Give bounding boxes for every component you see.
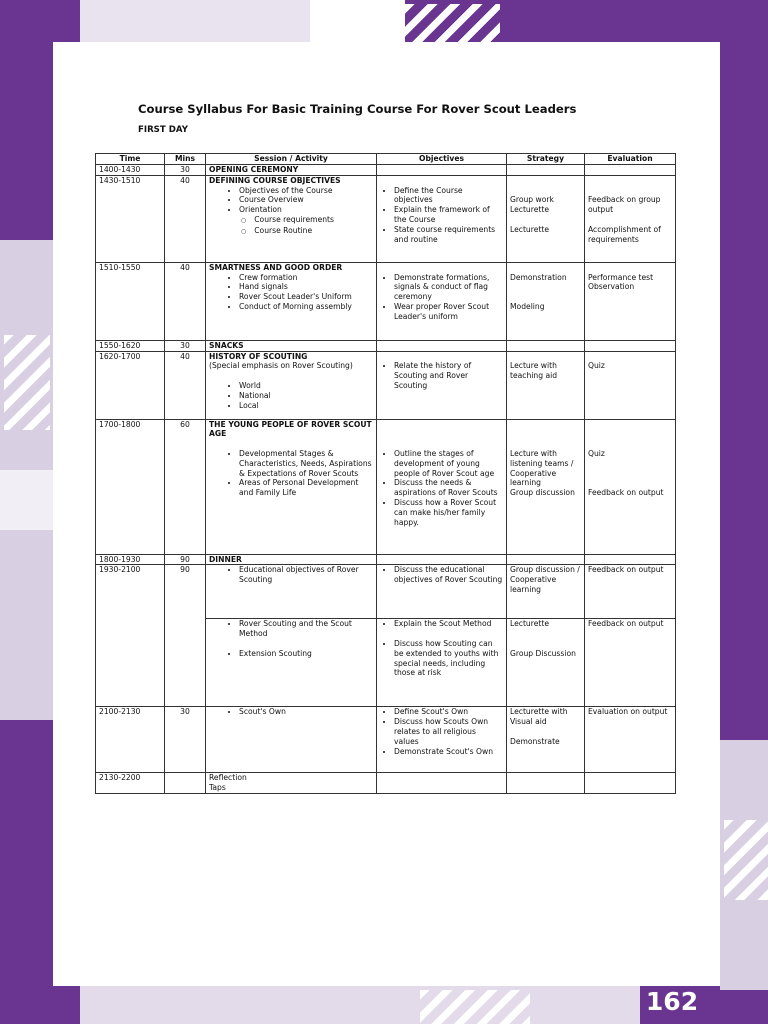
list-item: • Outline the stages of development of young people of Rover Scout age	[394, 449, 503, 478]
cell-mins: 90	[165, 554, 206, 565]
cell-objectives	[377, 351, 507, 419]
right-stripe-pattern	[724, 820, 768, 900]
cell-time: 1550-1620	[96, 340, 165, 351]
session-heading: THE YOUNG PEOPLE OF ROVER SCOUT AGE	[209, 419, 372, 439]
strategy-text: Lecturette	[510, 619, 549, 629]
session-list	[209, 186, 373, 237]
cell-mins: 90	[165, 565, 206, 707]
list-item-text: Orientation	[239, 205, 282, 215]
cell-strategy	[507, 351, 585, 419]
cell-mins: 40	[165, 262, 206, 340]
cell-evaluation	[585, 773, 676, 794]
list-item: • State course requirements and routine	[394, 225, 503, 245]
cell-mins: 30	[165, 165, 206, 176]
objectives-list	[380, 707, 503, 756]
cell-evaluation	[585, 707, 676, 773]
cell-objectives	[377, 619, 507, 707]
list-item: • World	[239, 381, 373, 391]
list-item: • Demonstrate Scout's Own	[394, 747, 503, 757]
list-item: • Local	[239, 401, 373, 411]
cell-time: 2130-2200	[96, 773, 165, 794]
cell-evaluation	[585, 262, 676, 340]
table-row	[96, 351, 676, 419]
cell-mins: 40	[165, 351, 206, 419]
cell-session: DINNER	[206, 554, 377, 565]
cell-strategy	[507, 262, 585, 340]
session-text: Reflection	[209, 773, 247, 783]
cell-evaluation	[585, 554, 676, 565]
table-row	[96, 707, 676, 773]
cell-evaluation	[585, 175, 676, 262]
list-item: • Discuss how a Rover Scout can make his/her family happy.	[394, 498, 503, 527]
list-item: • Hand signals	[239, 282, 373, 292]
cell-time: 1510-1550	[96, 262, 165, 340]
session-heading: DEFINING COURSE OBJECTIVES	[209, 175, 341, 185]
cell-time: 1430-1510	[96, 175, 165, 262]
objectives-list	[380, 361, 503, 390]
list-item: • Discuss how Scouting can be extended to youths with special needs, including those at risk	[394, 639, 503, 678]
cell-session	[206, 619, 377, 707]
list-item: • Explain the Scout Method	[394, 619, 503, 629]
list-item: • National	[239, 391, 373, 401]
table-row	[96, 565, 676, 619]
evaluation-text: Feedback on output	[588, 488, 664, 498]
list-item: • Scout's Own	[239, 707, 373, 717]
session-list	[209, 449, 373, 498]
table-row	[96, 165, 676, 176]
cell-objectives	[377, 175, 507, 262]
bottom-stripe-pattern	[420, 990, 530, 1024]
table-row	[96, 419, 676, 554]
objectives-list	[380, 273, 503, 322]
session-heading: HISTORY OF SCOUTING	[209, 351, 308, 361]
list-item: • Objectives of the Course	[239, 186, 373, 196]
evaluation-text: Evaluation on output	[588, 707, 668, 717]
list-item: • Discuss how Scouts Own relates to all religious values	[394, 717, 503, 746]
strategy-text: Group discussion / Cooperative learning	[510, 565, 580, 594]
list-item: • Define the Course objectives	[394, 186, 503, 206]
cell-session	[206, 565, 377, 619]
cell-strategy	[507, 565, 585, 619]
evaluation-text: Feedback on output	[588, 565, 664, 575]
strategy-text: Lecturette	[510, 205, 549, 215]
cell-session: OPENING CEREMONY	[206, 165, 377, 176]
cell-session	[206, 351, 377, 419]
document-title: Course Syllabus For Basic Training Course For Rover Scout Leaders	[138, 102, 577, 116]
sub-list	[239, 215, 373, 237]
cell-time: 2100-2130	[96, 707, 165, 773]
strategy-text: Lecture with teaching aid	[510, 361, 558, 381]
cell-time: 1620-1700	[96, 351, 165, 419]
cell-strategy	[507, 419, 585, 554]
evaluation-text: Quiz	[588, 448, 605, 458]
list-item: • Course Overview	[239, 195, 373, 205]
strategy-text: Demonstrate	[510, 736, 560, 746]
cell-session	[206, 175, 377, 262]
list-item: • Demonstrate formations, signals & conduct of flag ceremony	[394, 273, 503, 302]
cell-objectives	[377, 773, 507, 794]
strategy-text: Group work	[510, 195, 554, 205]
cell-strategy	[507, 175, 585, 262]
strategy-text: Group discussion	[510, 488, 575, 498]
session-text: Taps	[209, 783, 226, 793]
cell-session	[206, 419, 377, 554]
list-item: • Relate the history of Scouting and Rover Scouting	[394, 361, 503, 390]
cell-objectives	[377, 707, 507, 773]
table-row	[96, 262, 676, 340]
evaluation-text: Feedback on output	[588, 619, 664, 629]
cell-evaluation	[585, 351, 676, 419]
sub-list-item: ○ Course requirements	[253, 215, 373, 226]
cell-mins: 30	[165, 340, 206, 351]
list-item: • Rover Scouting and the Scout Method	[239, 619, 373, 639]
cell-strategy	[507, 165, 585, 176]
objectives-list	[380, 639, 503, 678]
cell-time: 1800-1930	[96, 554, 165, 565]
strategy-text: Modeling	[510, 301, 545, 311]
list-item: • Explain the framework of the Course	[394, 205, 503, 225]
strategy-text: Lecturette with Visual aid	[510, 707, 568, 727]
page-number: 162	[645, 987, 699, 1016]
cell-mins	[165, 773, 206, 794]
cell-strategy	[507, 554, 585, 565]
day-label: FIRST DAY	[138, 125, 188, 135]
left-stripe-pattern	[4, 335, 50, 430]
session-list	[209, 273, 373, 312]
cell-time: 1400-1430	[96, 165, 165, 176]
list-item: • Developmental Stages & Characteristics, Needs, Aspirations & Expectations of Rover Scouts	[239, 449, 373, 478]
cell-strategy	[507, 340, 585, 351]
cell-session	[206, 262, 377, 340]
evaluation-text: Feedback on group output	[588, 195, 661, 215]
cell-objectives	[377, 554, 507, 565]
list-item: • Extension Scouting	[239, 649, 373, 659]
list-item: • Educational objectives of Rover Scouting	[239, 565, 373, 585]
cell-evaluation	[585, 165, 676, 176]
table-header-row	[96, 154, 676, 165]
evaluation-text: Observation	[588, 282, 635, 292]
header-evaluation: Evaluation	[585, 154, 676, 165]
strategy-text: Demonstration	[510, 272, 567, 282]
session-list	[209, 707, 373, 717]
bottom-light-panel	[80, 986, 640, 1024]
list-item: • Wear proper Rover Scout Leader's uniform	[394, 302, 503, 322]
cell-objectives	[377, 165, 507, 176]
strategy-text: Group Discussion	[510, 648, 576, 658]
strategy-text: Lecture with listening teams / Cooperative learning	[510, 448, 574, 488]
cell-objectives	[377, 340, 507, 351]
strategy-text: Lecturette	[510, 224, 549, 234]
evaluation-text: Performance test	[588, 272, 654, 282]
cell-evaluation	[585, 619, 676, 707]
session-list	[209, 649, 373, 659]
cell-evaluation	[585, 565, 676, 619]
cell-strategy	[507, 707, 585, 773]
list-item: • Discuss the needs & aspirations of Rover Scouts	[394, 478, 503, 498]
list-item: • Discuss the educational objectives of Rover Scouting	[394, 565, 503, 585]
cell-evaluation	[585, 419, 676, 554]
top-stripe-pattern	[405, 4, 500, 42]
table-row	[96, 340, 676, 351]
syllabus-table	[95, 153, 676, 794]
left-white-panel	[0, 470, 53, 530]
cell-time: 1700-1800	[96, 419, 165, 554]
list-item: • Crew formation	[239, 273, 373, 283]
list-item	[239, 205, 373, 236]
evaluation-text: Accomplishment of requirements	[588, 224, 661, 244]
cell-objectives	[377, 419, 507, 554]
objectives-list	[380, 619, 503, 629]
cell-strategy	[507, 619, 585, 707]
objectives-list	[380, 186, 503, 245]
cell-mins: 30	[165, 707, 206, 773]
top-white-panel	[310, 0, 405, 42]
cell-objectives	[377, 262, 507, 340]
objectives-list	[380, 449, 503, 527]
cell-evaluation	[585, 340, 676, 351]
header-strategy: Strategy	[507, 154, 585, 165]
cell-session: SNACKS	[206, 340, 377, 351]
sub-list-item: ○ Course Routine	[253, 226, 373, 237]
objectives-list	[380, 565, 503, 585]
cell-session	[206, 707, 377, 773]
evaluation-text: Quiz	[588, 361, 605, 371]
cell-strategy	[507, 773, 585, 794]
session-list	[209, 565, 373, 585]
list-item: • Rover Scout Leader's Uniform	[239, 292, 373, 302]
header-session: Session / Activity	[206, 154, 377, 165]
session-list	[209, 619, 373, 639]
cell-objectives	[377, 565, 507, 619]
session-heading: SMARTNESS AND GOOD ORDER	[209, 262, 343, 272]
cell-mins: 60	[165, 419, 206, 554]
header-mins: Mins	[165, 154, 206, 165]
table-row	[96, 554, 676, 565]
list-item: • Conduct of Morning assembly	[239, 302, 373, 312]
header-time: Time	[96, 154, 165, 165]
table-row	[96, 175, 676, 262]
list-item: • Define Scout's Own	[394, 707, 503, 717]
syllabus-page	[53, 42, 720, 986]
cell-time: 1930-2100	[96, 565, 165, 707]
table-row	[96, 773, 676, 794]
cell-mins: 40	[165, 175, 206, 262]
cell-session	[206, 773, 377, 794]
list-item: • Areas of Personal Development and Family Life	[239, 478, 373, 498]
session-list	[209, 381, 373, 410]
header-objectives: Objectives	[377, 154, 507, 165]
session-note: (Special emphasis on Rover Scouting)	[209, 361, 353, 371]
